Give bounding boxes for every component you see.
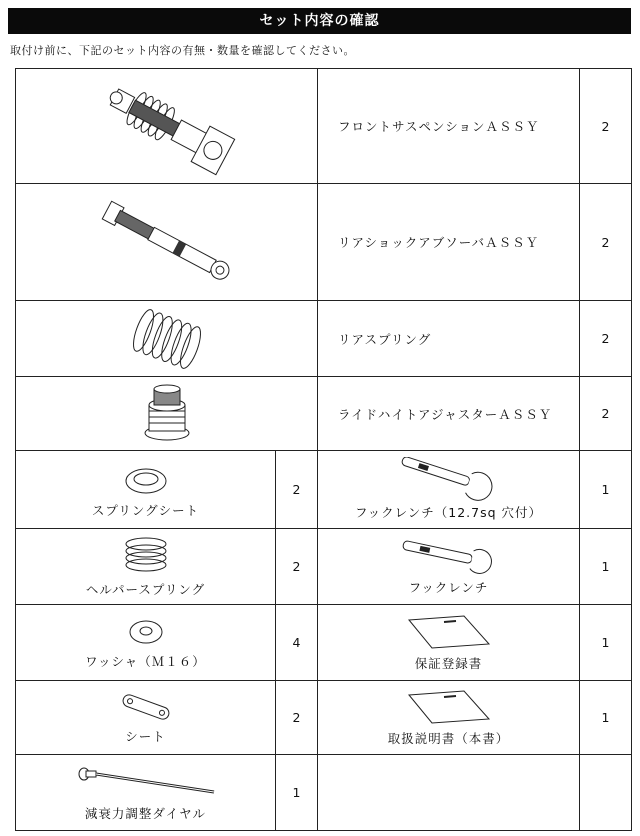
- part-name: フックレンチ（12.7sq 穴付）: [354, 504, 543, 520]
- part-quantity: 1: [276, 755, 318, 831]
- part-name: シート: [125, 728, 166, 744]
- part-cell: [318, 451, 580, 529]
- part-quantity: 2: [580, 301, 632, 377]
- part-name: ライドハイトアジャスターＡＳＳＹ: [318, 377, 580, 451]
- part-quantity: 1: [580, 451, 632, 529]
- part-image-cell: [16, 301, 318, 377]
- part-image-cell: [16, 184, 318, 301]
- warranty-document-illustration: [394, 612, 504, 652]
- part-quantity: 2: [276, 529, 318, 605]
- part-name: フロントサスペンションＡＳＳＹ: [318, 69, 580, 184]
- part-name: リアスプリング: [318, 301, 580, 377]
- part-name: フックレンチ: [408, 579, 489, 595]
- part-name: スプリングシート: [91, 502, 200, 518]
- rear-spring-illustration: [122, 307, 212, 371]
- table-row: [16, 529, 632, 605]
- part-quantity: 1: [580, 605, 632, 681]
- intro-text: 取付け前に、下記のセット内容の有無・数量を確認してください。: [10, 44, 355, 57]
- part-cell: [16, 529, 276, 605]
- table-row: [16, 184, 632, 301]
- table-row: [16, 377, 632, 451]
- part-quantity: 2: [276, 681, 318, 755]
- instruction-manual-illustration: [394, 687, 504, 727]
- part-quantity: 2: [580, 377, 632, 451]
- part-quantity: 4: [276, 605, 318, 681]
- helper-spring-illustration: [121, 534, 171, 578]
- damping-adjustment-dial-illustration: [66, 762, 226, 802]
- part-quantity: 1: [580, 529, 632, 605]
- part-cell: [318, 529, 580, 605]
- table-row: [16, 301, 632, 377]
- part-cell: [16, 451, 276, 529]
- hook-wrench-illustration: [394, 536, 504, 576]
- part-quantity: 2: [580, 184, 632, 301]
- part-image-cell: [16, 377, 318, 451]
- table-row: [16, 451, 632, 529]
- part-name: 取扱説明書（本書）: [387, 730, 510, 746]
- part-cell: [318, 605, 580, 681]
- part-name: ヘルパースプリング: [85, 581, 206, 597]
- parts-checklist-table: [15, 68, 632, 831]
- table-row: [16, 681, 632, 755]
- part-name: 保証登録書: [414, 655, 483, 671]
- part-cell: [16, 605, 276, 681]
- ride-height-adjuster-illustration: [137, 383, 197, 445]
- front-suspension-illustration: [87, 76, 247, 176]
- part-name: 減衰力調整ダイヤル: [84, 805, 207, 821]
- part-quantity: 1: [580, 681, 632, 755]
- section-title: セット内容の確認: [8, 8, 631, 34]
- part-quantity: [580, 755, 632, 831]
- part-name: ワッシャ（Ｍ１６）: [85, 653, 206, 669]
- part-quantity: 2: [276, 451, 318, 529]
- part-quantity: 2: [580, 69, 632, 184]
- seat-plate-illustration: [116, 689, 176, 725]
- washer-illustration: [126, 614, 166, 650]
- part-cell: [318, 681, 580, 755]
- spring-seat-illustration: [123, 459, 169, 499]
- table-row: [16, 69, 632, 184]
- empty-cell: [318, 755, 580, 831]
- table-row: [16, 755, 632, 831]
- part-cell: [16, 681, 276, 755]
- part-name: リアショックアブソーバＡＳＳＹ: [318, 184, 580, 301]
- rear-shock-absorber-illustration: [87, 192, 247, 292]
- part-image-cell: [16, 69, 318, 184]
- hook-wrench-illustration: [394, 457, 504, 501]
- part-cell: [16, 755, 276, 831]
- table-row: [16, 605, 632, 681]
